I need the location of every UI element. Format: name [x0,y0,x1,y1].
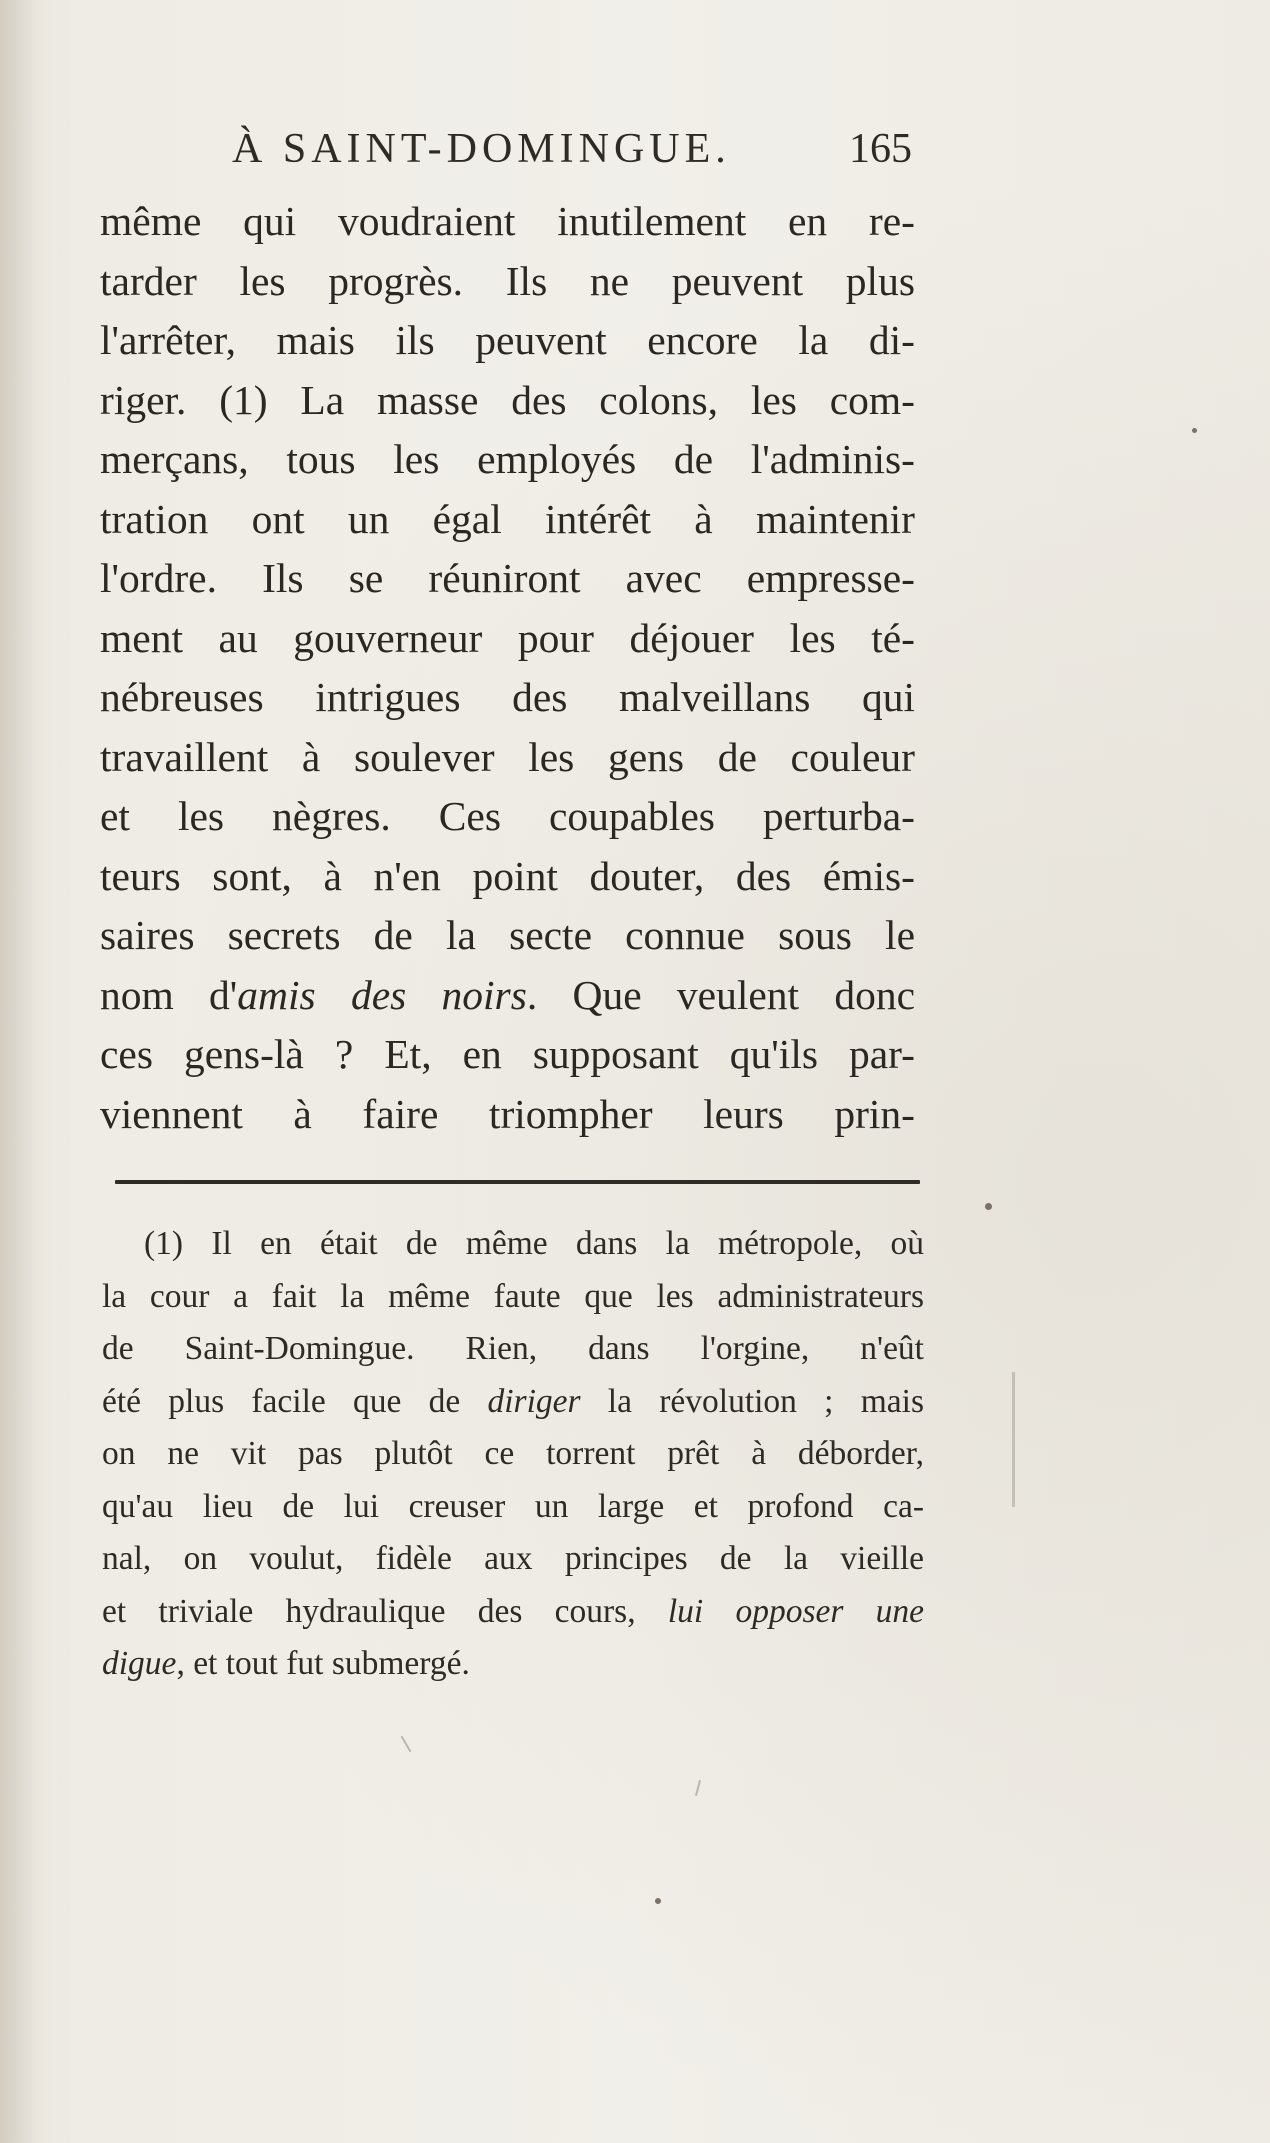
body-line: ces gens-là ? Et, en supposant qu'ils par- [100,1031,915,1077]
line-text: été plus facile que de [102,1382,488,1420]
body-text [100,192,915,1144]
footnote-line: on ne vit pas plutôt ce torrent prêt à déborder, [102,1435,924,1472]
footnote-line: qu'au lieu de lui creuser un large et profond ca- [102,1487,924,1525]
paper-speck [985,1203,992,1210]
line-text: la révolution ; mais [580,1382,924,1420]
footnote-line: de Saint-Domingue. Rien, dans l'orgine, n'eût [102,1330,924,1367]
body-line: saires secrets de la secte connue sous le [100,912,915,958]
line-text: , et tout fut submergé. [176,1645,470,1682]
body-line: riger. (1) La masse des colons, les com- [100,376,915,423]
footnote-line-with-italic [102,1586,924,1639]
paper-speck [1192,428,1197,433]
footnote [102,1218,924,1691]
body-line-with-italic [100,966,915,1026]
paper-speck [655,1898,661,1904]
body-line: tarder les progrès. Ils ne peuvent plus [100,257,915,304]
body-line: et les nègres. Ces coupables perturba- [100,793,915,839]
body-line: nébreuses intrigues des malveillans qui [100,674,915,720]
footnote-line: nal, on voulut, fidèle aux principes de la vieille [102,1540,924,1577]
gutter-shadow [0,0,40,2143]
italic-phrase: lui opposer une [667,1592,924,1630]
footnote-line: la cour a fait la même faute que les administrateurs [102,1277,924,1315]
running-title: À SAINT-DOMINGUE. [232,126,731,172]
body-line: ment au gouverneur pour déjouer les té- [100,614,915,661]
line-text: nom d' [100,971,238,1018]
footnote-line-with-italic [102,1376,924,1429]
body-line: tration ont un égal intérêt à maintenir [100,495,915,542]
page-number: 165 [849,126,912,172]
body-line: l'ordre. Ils se réuniront avec empresse- [100,555,915,601]
line-text: et triviale hydraulique des cours, [102,1592,668,1630]
footnote-rule [115,1180,920,1184]
paper-mark [695,1780,701,1796]
body-line: l'arrêter, mais ils peuvent encore la di- [100,317,915,363]
italic-word: digue [102,1645,177,1682]
body-line: même qui voudraient inutilement en re- [100,198,915,244]
line-text: . Que veulent donc [526,971,915,1018]
body-line: viennent à faire triompher leurs prin- [100,1090,915,1137]
italic-phrase: amis des noirs [237,971,527,1018]
body-line: teurs sont, à n'en point douter, des émis- [100,852,915,899]
paper-crease [1012,1372,1015,1507]
body-line: merçans, tous les employés de l'adminis- [100,436,915,482]
paper-mark [401,1736,412,1753]
footnote-line: (1) Il en était de même dans la métropole, où [144,1225,924,1262]
footnote-line-with-italic [102,1638,924,1691]
body-line: travaillent à soulever les gens de couleur [100,733,915,780]
italic-word: diriger [487,1382,581,1420]
running-head [232,125,912,185]
